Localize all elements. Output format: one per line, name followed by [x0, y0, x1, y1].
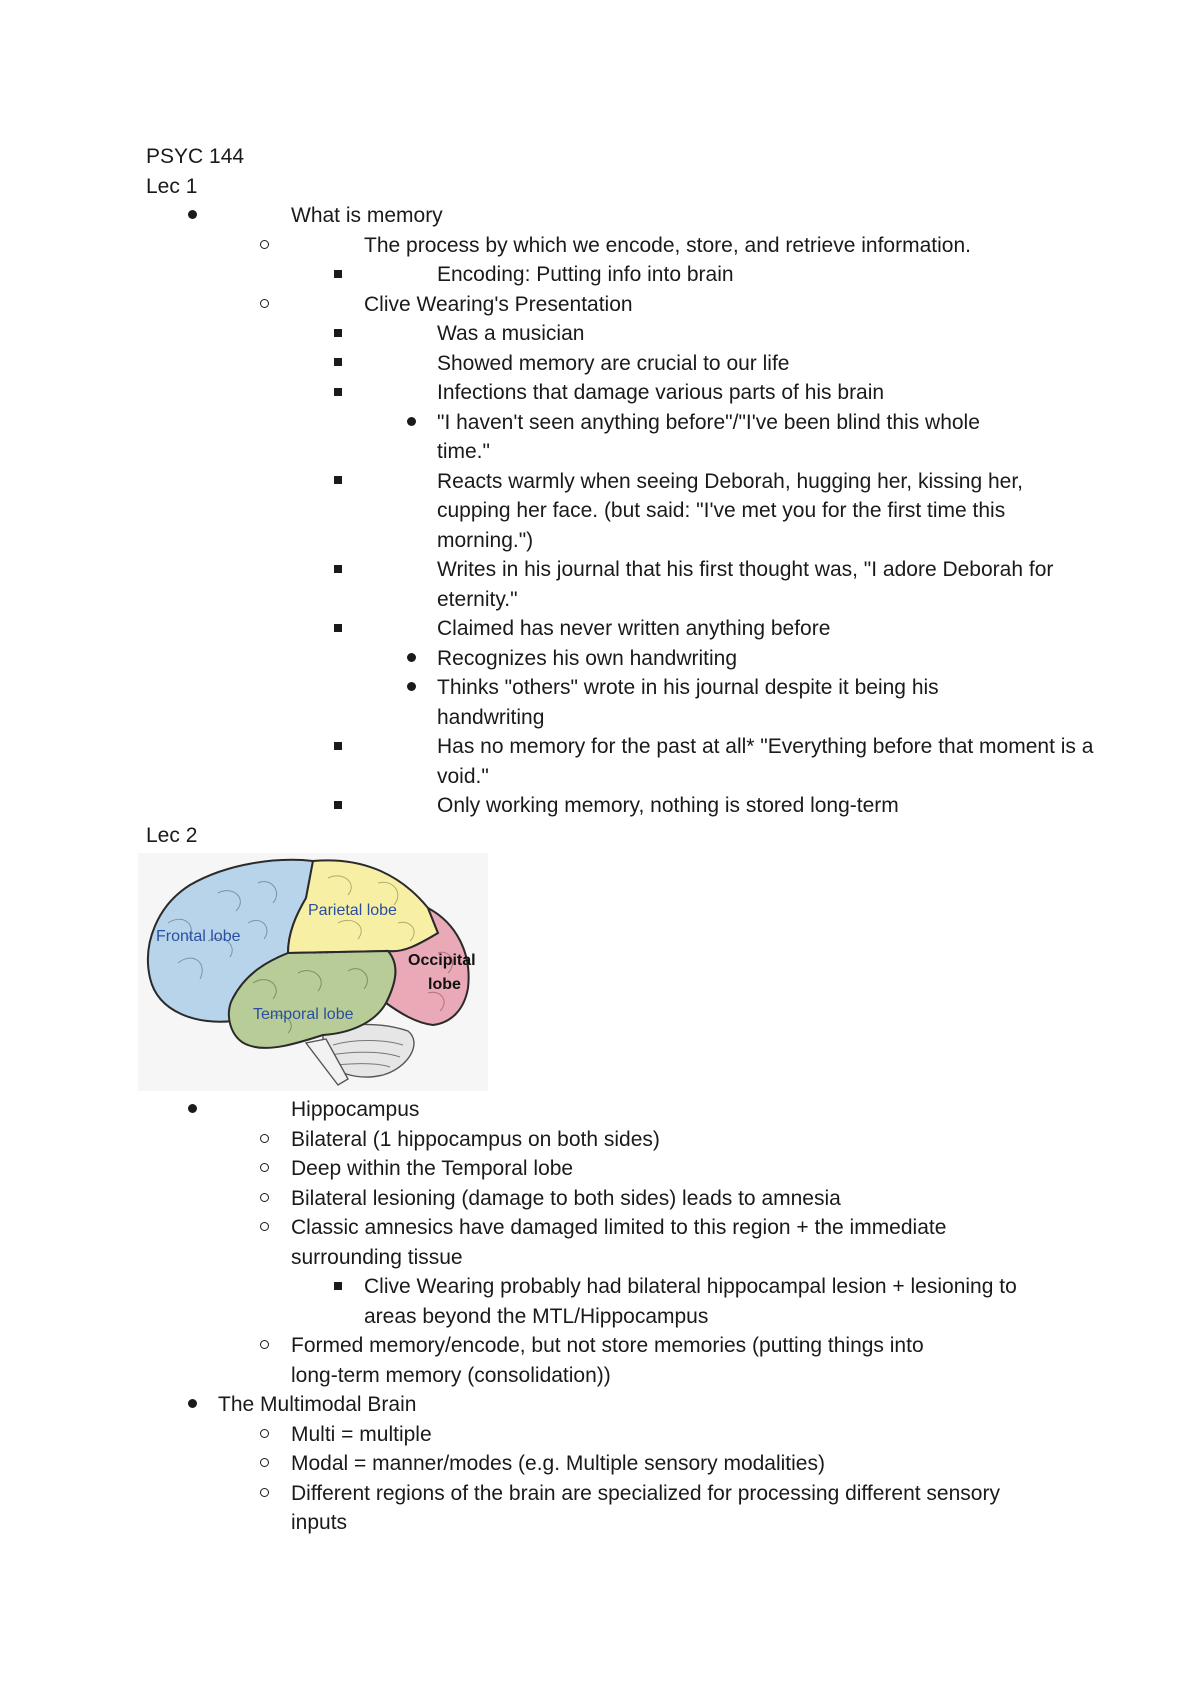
list-item: Thinks "others" wrote in his journal despite it being his handwriting — [146, 673, 1086, 732]
list-item: Infections that damage various parts of his brain — [146, 378, 1086, 408]
occipital-lobe-label: Occipital — [408, 952, 476, 969]
square-bullet-icon — [328, 349, 348, 379]
hollow-bullet-icon — [254, 1125, 274, 1155]
hollow-bullet-icon — [254, 1420, 274, 1450]
list-item: Recognizes his own handwriting — [146, 644, 1086, 674]
filled-bullet-icon — [182, 201, 202, 231]
list-item: The Multimodal Brain — [146, 1390, 1086, 1420]
list-item: Was a musician — [146, 319, 1086, 349]
hollow-bullet-icon — [254, 1449, 274, 1479]
hollow-bullet-icon — [254, 290, 274, 320]
list-item: Clive Wearing's Presentation — [146, 290, 1086, 320]
document-page — [146, 142, 1094, 1538]
filled-bullet-icon — [401, 673, 421, 703]
hollow-bullet-icon — [254, 231, 274, 261]
list-item: Deep within the Temporal lobe — [146, 1154, 1086, 1184]
list-item: Formed memory/encode, but not store memories (putting things into long-term memory (consolidation)) — [146, 1331, 1086, 1390]
lecture-heading-2: Lec 2 — [146, 823, 198, 847]
list-item: Reacts warmly when seeing Deborah, hugging her, kissing her, cupping her face. (but said: "I've met you for the first time this morning.") — [146, 467, 1086, 556]
temporal-lobe-label: Temporal lobe — [253, 1006, 354, 1023]
square-bullet-icon — [328, 260, 348, 290]
list-item: Different regions of the brain are specialized for processing different sensory inputs — [146, 1479, 1086, 1538]
list-item: Encoding: Putting info into brain — [146, 260, 1086, 290]
square-bullet-icon — [328, 1272, 348, 1302]
square-bullet-icon — [328, 732, 348, 762]
list-item: Claimed has never written anything before — [146, 614, 1086, 644]
list-item: Bilateral (1 hippocampus on both sides) — [146, 1125, 1086, 1155]
lecture-heading-1: Lec 1 — [146, 174, 198, 198]
hollow-bullet-icon — [254, 1154, 274, 1184]
square-bullet-icon — [328, 614, 348, 644]
square-bullet-icon — [328, 319, 348, 349]
filled-bullet-icon — [182, 1390, 202, 1420]
list-item: The process by which we encode, store, and retrieve information. — [146, 231, 1086, 261]
list-item: Hippocampus — [146, 1095, 1086, 1125]
list-item: Only working memory, nothing is stored long-term — [146, 791, 1086, 821]
hollow-bullet-icon — [254, 1479, 274, 1509]
list-item: Writes in his journal that his first thought was, "I adore Deborah for eternity." — [146, 555, 1086, 614]
list-item: Bilateral lesioning (damage to both sides) leads to amnesia — [146, 1184, 1086, 1214]
list-item: Modal = manner/modes (e.g. Multiple sensory modalities) — [146, 1449, 1086, 1479]
filled-bullet-icon — [401, 408, 421, 438]
square-bullet-icon — [328, 378, 348, 408]
filled-bullet-icon — [182, 1095, 202, 1125]
filled-bullet-icon — [401, 644, 421, 674]
square-bullet-icon — [328, 555, 348, 585]
hollow-bullet-icon — [254, 1331, 274, 1361]
frontal-lobe-label: Frontal lobe — [156, 928, 241, 945]
list-item: "I haven't seen anything before"/"I've been blind this whole time." — [146, 408, 1086, 467]
list-item: Showed memory are crucial to our life — [146, 349, 1086, 379]
hollow-bullet-icon — [254, 1213, 274, 1243]
occipital-lobe-label-2: lobe — [428, 976, 461, 993]
square-bullet-icon — [328, 791, 348, 821]
square-bullet-icon — [328, 467, 348, 497]
course-title: PSYC 144 — [146, 145, 245, 168]
list-item: What is memory — [146, 201, 1086, 231]
list-item: Has no memory for the past at all* "Everything before that moment is a void." — [146, 732, 1086, 791]
hollow-bullet-icon — [254, 1184, 274, 1214]
list-item: Clive Wearing probably had bilateral hippocampal lesion + lesioning to areas beyond the MTL/Hippocampus — [146, 1272, 1086, 1331]
brain-lobes-diagram — [138, 853, 488, 1091]
list-item: Multi = multiple — [146, 1420, 1086, 1450]
parietal-lobe-label: Parietal lobe — [308, 902, 397, 919]
list-item: Classic amnesics have damaged limited to this region + the immediate surrounding tissue — [146, 1213, 1086, 1272]
